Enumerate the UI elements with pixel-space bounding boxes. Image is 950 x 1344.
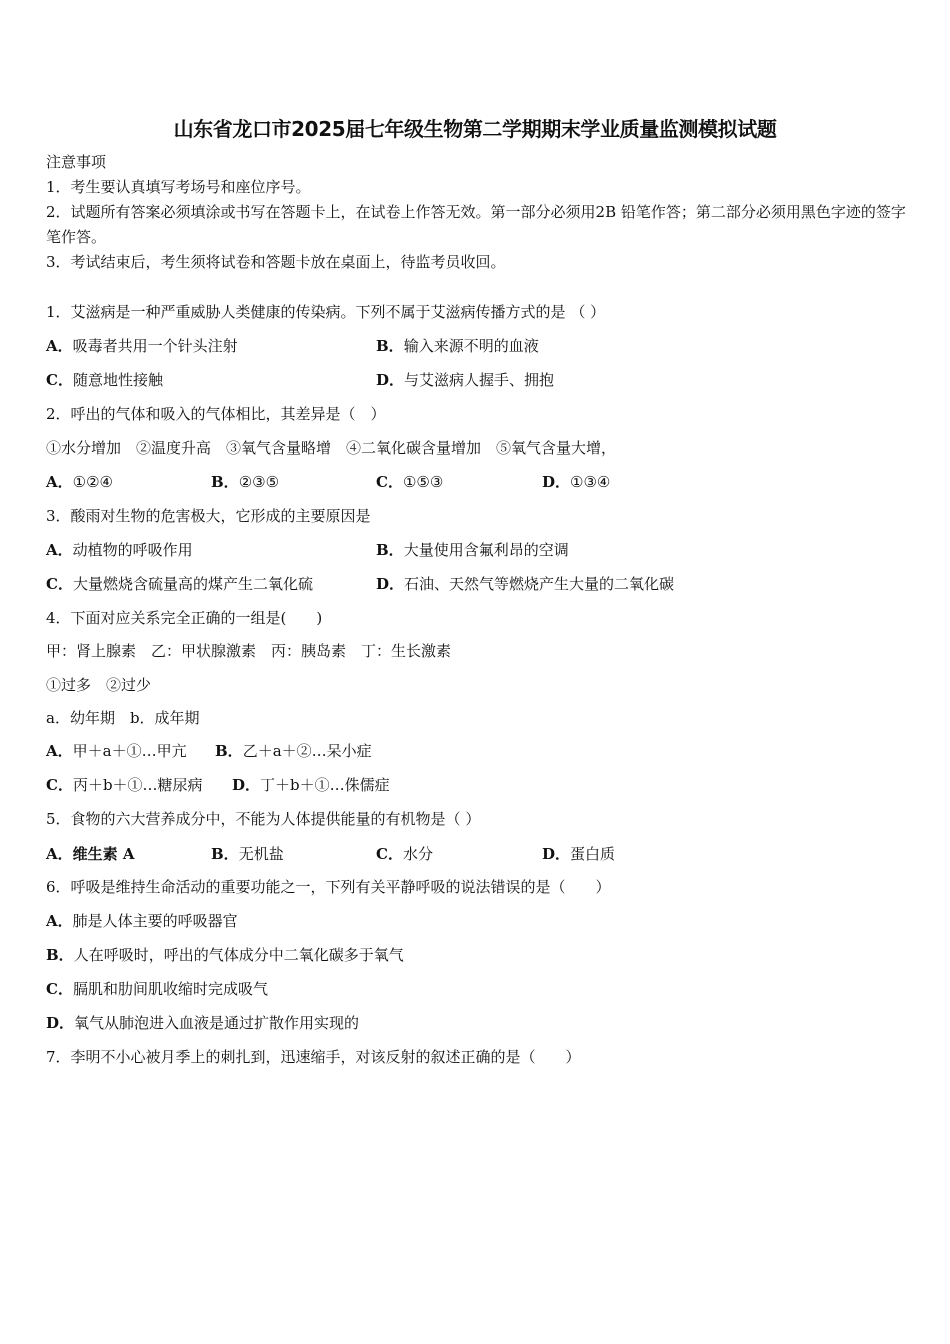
question-2-option-a <box>46 471 113 492</box>
notes-item: 1．考生要认真填写考场号和座位序号。 <box>46 178 311 196</box>
option-text: 与艾滋病人握手、拥抱 <box>404 371 555 389</box>
question-4-options-row-1 <box>46 740 926 762</box>
question-5-option-b <box>211 843 284 864</box>
option-key: B． <box>215 742 243 760</box>
option-text: 肺是人体主要的呼吸器官 <box>72 912 238 930</box>
option-key: A． <box>46 912 73 930</box>
option-text: 动植物的呼吸作用 <box>72 541 193 559</box>
question-2-info: ①水分增加 ②温度升高 ③氧气含量略增 ④二氧化碳含量增加 ⑤氧气含量大增， <box>46 439 617 457</box>
question-4-option-c <box>46 774 203 795</box>
option-text: 输入来源不明的血液 <box>403 337 539 355</box>
option-key: D． <box>376 575 405 593</box>
question-6-option-b-row <box>46 944 926 966</box>
option-text: 人在呼吸时，呼出的气体成分中二氧化碳多于氧气 <box>73 946 404 964</box>
question-3-option-b <box>376 539 569 560</box>
question-3-option-a <box>46 539 193 560</box>
question-4-option-b <box>215 740 372 761</box>
question-1-option-b <box>376 335 539 356</box>
notes-section <box>46 150 914 275</box>
option-key: C． <box>46 776 73 794</box>
question-4-info-amount: ①过多 ②过少 <box>46 676 152 694</box>
option-key: D． <box>542 473 571 491</box>
question-6-option-c-row <box>46 978 926 1000</box>
option-text: 石油、天然气等燃烧产生大量的二氧化碳 <box>404 575 675 593</box>
option-text: 吸毒者共用一个针头注射 <box>72 337 238 355</box>
option-key: B． <box>376 337 404 355</box>
option-text: 无机盐 <box>238 845 284 863</box>
question-4-info-hormones: 甲：肾上腺素 乙：甲状腺激素 丙：胰岛素 丁：生长激素 <box>46 642 452 660</box>
question-6-option-d-row <box>46 1012 926 1034</box>
question-4-stem: 4．下面对应关系完全正确的一组是( ) <box>46 609 323 627</box>
question-2-options-row <box>46 471 926 493</box>
question-5-option-c <box>376 843 433 864</box>
option-key: A． <box>46 742 73 760</box>
question-3-option-c <box>46 573 313 594</box>
option-key: A． <box>46 473 73 491</box>
question-2-stem: 2．呼出的气体和吸入的气体相比，其差异是（ ） <box>46 405 386 423</box>
question-6-option-a-row <box>46 910 926 932</box>
question-6-option-c <box>46 978 268 999</box>
option-text: 丁＋b＋①…侏儒症 <box>260 776 390 794</box>
question-4-option-d <box>232 774 390 795</box>
option-key: D． <box>542 845 571 863</box>
option-key: B． <box>211 845 239 863</box>
option-key: C． <box>46 371 73 389</box>
option-text: 蛋白质 <box>570 845 616 863</box>
question-5-stem: 5．食物的六大营养成分中，不能为人体提供能量的有机物是（ ） <box>46 810 481 828</box>
question-1-option-d <box>376 369 554 390</box>
question-3-stem: 3．酸雨对生物的危害极大，它形成的主要原因是 <box>46 507 371 525</box>
question-6-option-d <box>46 1012 359 1033</box>
option-text: 大量燃烧含硫量高的煤产生二氧化硫 <box>72 575 313 593</box>
question-1-options-row-1 <box>46 335 926 357</box>
question-2-option-c <box>376 471 443 492</box>
question-6-option-b <box>46 944 404 965</box>
question-6-option-a <box>46 910 238 931</box>
option-key: C． <box>376 845 403 863</box>
notes-item: 3．考试结束后，考生须将试卷和答题卡放在桌面上，待监考员收回。 <box>46 253 506 271</box>
question-6-stem: 6．呼吸是维持生命活动的重要功能之一，下列有关平静呼吸的说法错误的是（ ） <box>46 878 611 896</box>
question-3-option-d <box>376 573 674 594</box>
question-5-options-row <box>46 843 926 865</box>
option-key: B． <box>211 473 239 491</box>
option-text: 大量使用含氟利昂的空调 <box>403 541 569 559</box>
question-4-option-a <box>46 740 187 761</box>
option-text: ①②④ <box>72 473 113 491</box>
option-key: D． <box>232 776 261 794</box>
question-5-option-d <box>542 843 615 864</box>
question-1-stem: 1．艾滋病是一种严重威胁人类健康的传染病。下列不属于艾滋病传播方式的是 （ ） <box>46 303 606 321</box>
option-key: A． <box>46 541 73 559</box>
option-key: A． <box>46 337 73 355</box>
option-text: ①⑤③ <box>402 473 444 491</box>
option-text: 水分 <box>402 845 433 863</box>
question-3-options-row-1 <box>46 539 926 561</box>
option-text: ①③④ <box>570 473 611 491</box>
notes-heading: 注意事项 <box>46 153 107 171</box>
option-text: 氧气从肺泡进入血液是通过扩散作用实现的 <box>74 1014 360 1032</box>
option-key: D． <box>376 371 405 389</box>
option-text: ②③⑤ <box>238 473 280 491</box>
option-text: 膈肌和肋间肌收缩时完成吸气 <box>72 980 268 998</box>
option-text: 丙＋b＋①…糖尿病 <box>72 776 203 794</box>
option-key: C． <box>46 980 73 998</box>
question-1-option-c <box>46 369 163 390</box>
page-title: 山东省龙口市2025届七年级生物第二学期期末学业质量监测模拟试题 <box>173 117 777 141</box>
question-2-option-b <box>211 471 279 492</box>
question-3-options-row-2 <box>46 573 926 595</box>
question-7-stem: 7．李明不小心被月季上的刺扎到，迅速缩手，对该反射的叙述正确的是（ ） <box>46 1048 581 1066</box>
option-text: 乙＋a＋②…呆小症 <box>242 742 372 760</box>
option-key: C． <box>46 575 73 593</box>
question-4-options-row-2 <box>46 774 926 796</box>
question-2-option-d <box>542 471 610 492</box>
option-key: A． <box>46 845 73 863</box>
notes-item: 2．试题所有答案必须填涂或书写在答题卡上，在试卷上作答无效。第一部分必须用2B 铅笔作答；第二部分必须用黑色字迹的签字笔作答。 <box>46 203 906 246</box>
option-key: C． <box>376 473 403 491</box>
option-text: 维生素 A <box>72 845 135 863</box>
option-key: B． <box>376 541 404 559</box>
question-1-options-row-2 <box>46 369 926 391</box>
question-1-option-a <box>46 335 238 356</box>
option-key: D． <box>46 1014 75 1032</box>
option-text: 甲＋a＋①…甲亢 <box>72 742 187 760</box>
option-key: B． <box>46 946 74 964</box>
question-5-option-a <box>46 843 135 864</box>
question-4-info-stage: a．幼年期 b．成年期 <box>46 709 200 727</box>
option-text: 随意地性接触 <box>72 371 163 389</box>
